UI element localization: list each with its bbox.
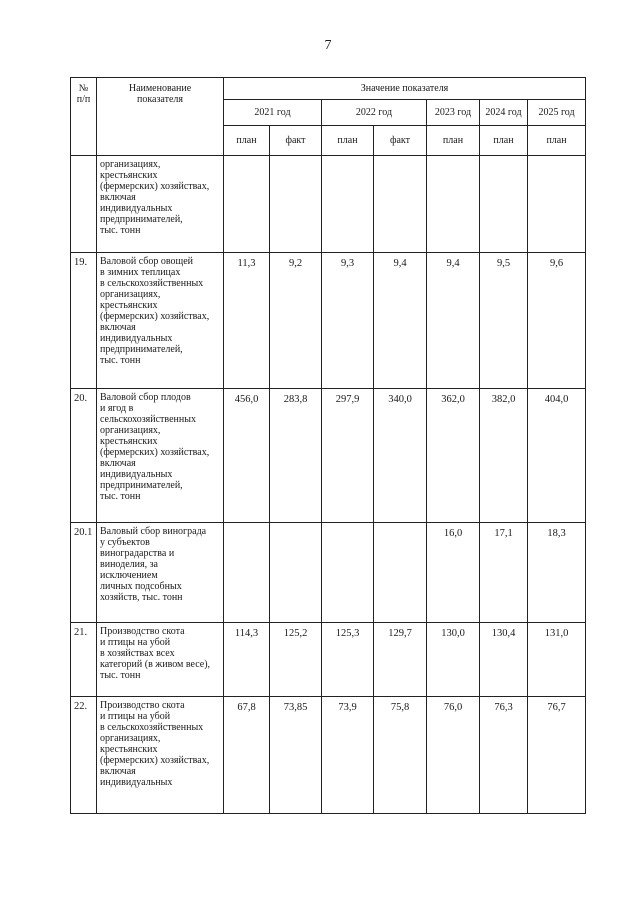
header-name: Наименование показателя <box>97 78 224 156</box>
cell-value: 130,0 <box>427 623 480 697</box>
row-number: 19. <box>71 253 97 389</box>
cell-value <box>224 156 270 253</box>
row-name: организациях, крестьянских (фермерских) хозяйствах, включая индивидуальных предпринимателей, тыс. тонн <box>97 156 224 253</box>
table-row <box>71 697 586 814</box>
cell-value: 456,0 <box>224 389 270 523</box>
header-year: 2021 год <box>224 100 322 126</box>
row-name: Валовый сбор винограда у субъектов виноградарства и виноделия, за исключением личных подсобных хозяйств, тыс. тонн <box>97 523 224 623</box>
row-name: Валовой сбор овощей в зимних теплицах в сельскохозяйственных организациях, крестьянских (фермерских) хозяйствах, включая индивидуальных предпринимателей, тыс. тонн <box>97 253 224 389</box>
subheader-plan: план <box>528 126 586 156</box>
row-name: Производство скота и птицы на убой в хозяйствах всех категорий (в живом весе), тыс. тонн <box>97 623 224 697</box>
cell-value: 73,9 <box>322 697 374 814</box>
cell-value: 67,8 <box>224 697 270 814</box>
cell-value: 382,0 <box>480 389 528 523</box>
cell-value: 75,8 <box>374 697 427 814</box>
cell-value: 125,3 <box>322 623 374 697</box>
table-row <box>71 389 586 523</box>
table-row <box>71 156 586 253</box>
cell-value <box>270 156 322 253</box>
subheader-fact: факт <box>270 126 322 156</box>
cell-value: 73,85 <box>270 697 322 814</box>
page-number: 7 <box>324 38 332 53</box>
cell-value: 131,0 <box>528 623 586 697</box>
cell-value: 9,4 <box>427 253 480 389</box>
cell-value: 9,3 <box>322 253 374 389</box>
cell-value: 16,0 <box>427 523 480 623</box>
cell-value <box>374 523 427 623</box>
header-number: № п/п <box>71 78 97 156</box>
cell-value <box>480 156 528 253</box>
cell-value: 283,8 <box>270 389 322 523</box>
cell-value: 362,0 <box>427 389 480 523</box>
header-year: 2025 год <box>528 100 586 126</box>
table-row <box>71 523 586 623</box>
subheader-plan: план <box>480 126 528 156</box>
row-number: 21. <box>71 623 97 697</box>
cell-value: 114,3 <box>224 623 270 697</box>
header-year: 2023 год <box>427 100 480 126</box>
header-year: 2022 год <box>322 100 427 126</box>
cell-value <box>427 156 480 253</box>
cell-value: 9,6 <box>528 253 586 389</box>
header-value-group: Значение показателя <box>224 78 586 100</box>
cell-value <box>224 523 270 623</box>
subheader-plan: план <box>427 126 480 156</box>
cell-value <box>322 156 374 253</box>
subheader-plan: план <box>224 126 270 156</box>
row-number: 22. <box>71 697 97 814</box>
cell-value: 76,7 <box>528 697 586 814</box>
cell-value: 297,9 <box>322 389 374 523</box>
cell-value: 404,0 <box>528 389 586 523</box>
cell-value: 130,4 <box>480 623 528 697</box>
table-row <box>71 253 586 389</box>
row-number: 20.1 <box>71 523 97 623</box>
cell-value: 76,3 <box>480 697 528 814</box>
row-number: 20. <box>71 389 97 523</box>
table-row <box>71 623 586 697</box>
cell-value: 125,2 <box>270 623 322 697</box>
cell-value: 76,0 <box>427 697 480 814</box>
cell-value <box>270 523 322 623</box>
cell-value: 17,1 <box>480 523 528 623</box>
header-year: 2024 год <box>480 100 528 126</box>
cell-value: 129,7 <box>374 623 427 697</box>
cell-value <box>374 156 427 253</box>
cell-value: 9,2 <box>270 253 322 389</box>
row-name: Производство скота и птицы на убой в сельскохозяйственных организациях, крестьянских (фермерских) хозяйствах, включая индивидуальных <box>97 697 224 814</box>
cell-value: 9,4 <box>374 253 427 389</box>
cell-value <box>322 523 374 623</box>
subheader-plan: план <box>322 126 374 156</box>
cell-value <box>528 156 586 253</box>
cell-value: 9,5 <box>480 253 528 389</box>
cell-value: 11,3 <box>224 253 270 389</box>
subheader-fact: факт <box>374 126 427 156</box>
row-number <box>71 156 97 253</box>
cell-value: 18,3 <box>528 523 586 623</box>
cell-value: 340,0 <box>374 389 427 523</box>
row-name: Валовой сбор плодов и ягод в сельскохозяйственных организациях, крестьянских (фермерских) хозяйствах, включая индивидуальных предпринимателей, тыс. тонн <box>97 389 224 523</box>
indicators-table <box>70 77 586 814</box>
